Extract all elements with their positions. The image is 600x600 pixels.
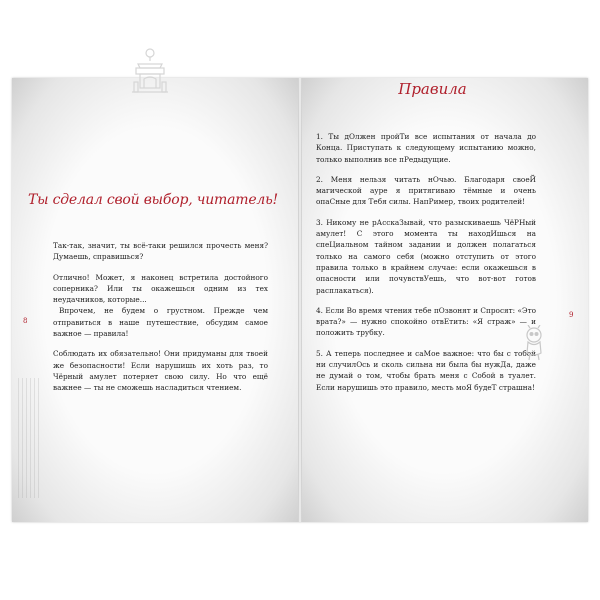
- left-page-title: Ты сделал свой выбор, читатель!: [28, 192, 278, 208]
- rule-item-3: 3. Никому не рАсскаЗывай, что разыскиваешь ЧёРНый амулет! С этого момента ты находИшься на спеЦиальном тайном задании и должен полагаться только на самого себя (можно отступить от этого правила только в крайнем случае: если окажешься в опасности или почувствУешь, что вот-вот готов расплакаться).: [316, 217, 536, 295]
- left-paragraph-3: Впрочем, не будем о грустном. Прежде чем отправиться в наше путешествие, обсудим самое важное — правила!: [53, 306, 268, 339]
- rule-item-5: 5. А теперь последнее и саМое важное: что бы с тобой ни случилОсь и сколь сильна ни была бы нужДа, даже не думай о том, чтобы брать меня с Собой в туалет. Если нарушишь это правило, месть моЯ будеТ страшна!: [316, 348, 536, 392]
- right-page-number: 9: [569, 311, 574, 319]
- rule-item-1: 1. Ты дОлжен пройТи все испытания от начала до Конца. Приступать к следующему испытанию можно, только выполнив все пРедыдущие.: [316, 132, 536, 164]
- left-paragraph-2: Отлично! Может, я наконец встретила достойного соперника? Или ты окажешься одним из тех неудачников, которые...: [53, 272, 268, 305]
- rule-item-2: 2. Меня нельзя читать нОчью. Благодаря своеЙ магической ауре я притягиваю тёмные и очень опаСные для Тебя силы. НапРимер, твоих родителей!: [316, 174, 536, 207]
- rule-item-4: 4. Если Во время чтения тебе пОзвонят и Спросят: «Это врата?» — нужно спокойно отвЕтить: «Я страж» — и положить трубку.: [316, 305, 536, 338]
- left-page-number: 8: [23, 317, 28, 325]
- right-page-title: Правила: [398, 80, 467, 98]
- mascot-icon: [521, 325, 547, 361]
- castle-emblem-icon: [128, 46, 172, 96]
- left-paragraph-1: Так-так, значит, ты всё-таки решился прочесть меня? Думаешь, справишься?: [53, 241, 268, 262]
- left-paragraph-4: Соблюдать их обязательно! Они придуманы для твоей же безопасности! Если нарушишь их хоть раз, то Чёрный амулет потеряет свою силу. Но что ещё важнее — ты не сможешь насладиться чтением.: [53, 349, 268, 393]
- decorative-stripes: [18, 378, 40, 498]
- rules-list: [316, 131, 536, 402]
- book-gutter: [298, 78, 302, 522]
- left-page-body: [53, 240, 268, 403]
